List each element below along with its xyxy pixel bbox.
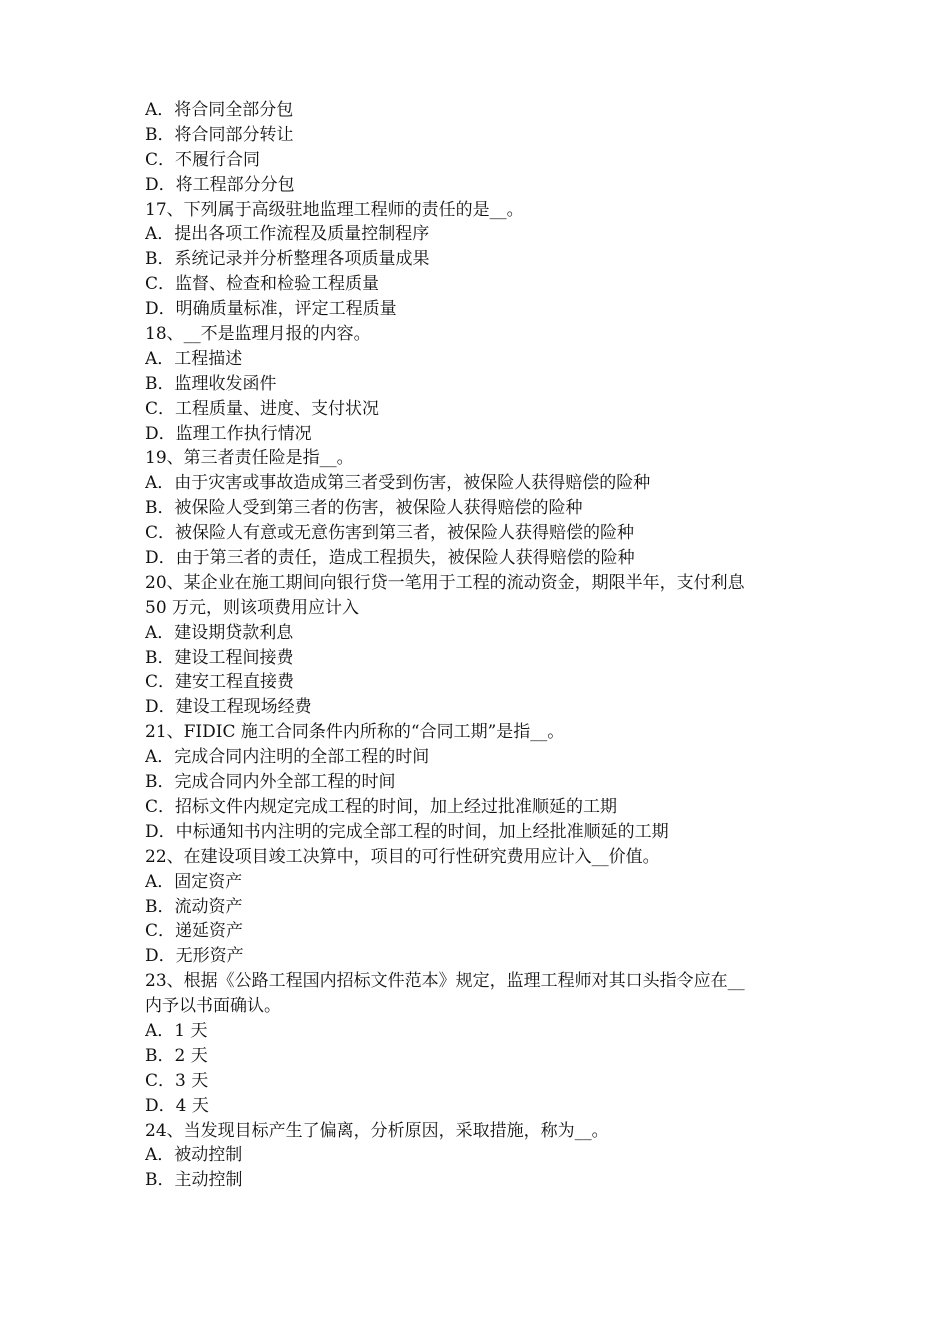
option-line: C．3 天 [145, 1070, 209, 1091]
option-line: C．被保险人有意或无意伤害到第三者，被保险人获得赔偿的险种 [145, 523, 635, 544]
option-line: C．监督、检查和检验工程质量 [145, 274, 380, 295]
option-line: A．固定资产 [145, 871, 243, 892]
option-line: B．完成合同内外全部工程的时间 [145, 772, 396, 793]
option-line: D．监理工作执行情况 [145, 423, 312, 444]
question-20-continued: 50 万元，则该项费用应计入 [145, 597, 360, 618]
option-line: B．2 天 [145, 1045, 208, 1066]
question-17: 17、下列属于高级驻地监理工程师的责任的是__。 [145, 199, 524, 220]
option-line: A．由于灾害或事故造成第三者受到伤害，被保险人获得赔偿的险种 [145, 473, 651, 494]
option-line: B．建设工程间接费 [145, 647, 294, 668]
option-line: B．将合同部分转让 [145, 124, 294, 145]
option-line: B．监理收发函件 [145, 373, 277, 394]
option-line: D．建设工程现场经费 [145, 697, 312, 718]
option-line: A．提出各项工作流程及质量控制程序 [145, 224, 430, 245]
option-line: B．系统记录并分析整理各项质量成果 [145, 249, 430, 270]
question-18: 18、__不是监理月报的内容。 [145, 324, 371, 345]
question-19: 19、第三者责任险是指__。 [145, 448, 354, 469]
document-body [145, 98, 815, 1193]
question-20: 20、某企业在施工期间向银行贷一笔用于工程的流动资金，期限半年，支付利息 [145, 572, 745, 593]
option-line: D．4 天 [145, 1095, 209, 1116]
option-line: D．由于第三者的责任，造成工程损失，被保险人获得赔偿的险种 [145, 548, 635, 569]
option-line: D．明确质量标准，评定工程质量 [145, 299, 397, 320]
question-23: 23、根据《公路工程国内招标文件范本》规定，监理工程师对其口头指令应在__ [145, 971, 745, 992]
question-24: 24、当发现目标产生了偏离，分析原因，采取措施，称为__。 [145, 1120, 609, 1141]
option-line: B．被保险人受到第三者的伤害，被保险人获得赔偿的险种 [145, 498, 583, 519]
option-line: C．不履行合同 [145, 149, 261, 170]
option-line: B．主动控制 [145, 1170, 243, 1191]
option-line: A．1 天 [145, 1020, 208, 1041]
option-line: A．将合同全部分包 [145, 100, 294, 120]
option-line: C．工程质量、进度、支付状况 [145, 398, 380, 419]
option-line: A．被动控制 [145, 1145, 243, 1166]
option-line: A．完成合同内注明的全部工程的时间 [145, 747, 430, 768]
question-23-continued: 内予以书面确认。 [145, 996, 281, 1017]
option-line: C．招标文件内规定完成工程的时间，加上经过批准顺延的工期 [145, 796, 618, 817]
option-line: A．建设期贷款利息 [145, 622, 294, 643]
question-21: 21、FIDIC 施工合同条件内所称的“合同工期”是指__。 [145, 722, 565, 743]
option-line: A．工程描述 [145, 348, 243, 369]
option-line: D．中标通知书内注明的完成全部工程的时间，加上经批准顺延的工期 [145, 821, 669, 842]
option-line: C．递延资产 [145, 921, 244, 942]
option-line: D．将工程部分分包 [145, 174, 295, 195]
option-line: B．流动资产 [145, 896, 243, 917]
option-line: C．建安工程直接费 [145, 672, 295, 693]
question-22: 22、在建设项目竣工决算中，项目的可行性研究费用应计入__价值。 [145, 846, 660, 867]
option-line: D．无形资产 [145, 946, 244, 967]
